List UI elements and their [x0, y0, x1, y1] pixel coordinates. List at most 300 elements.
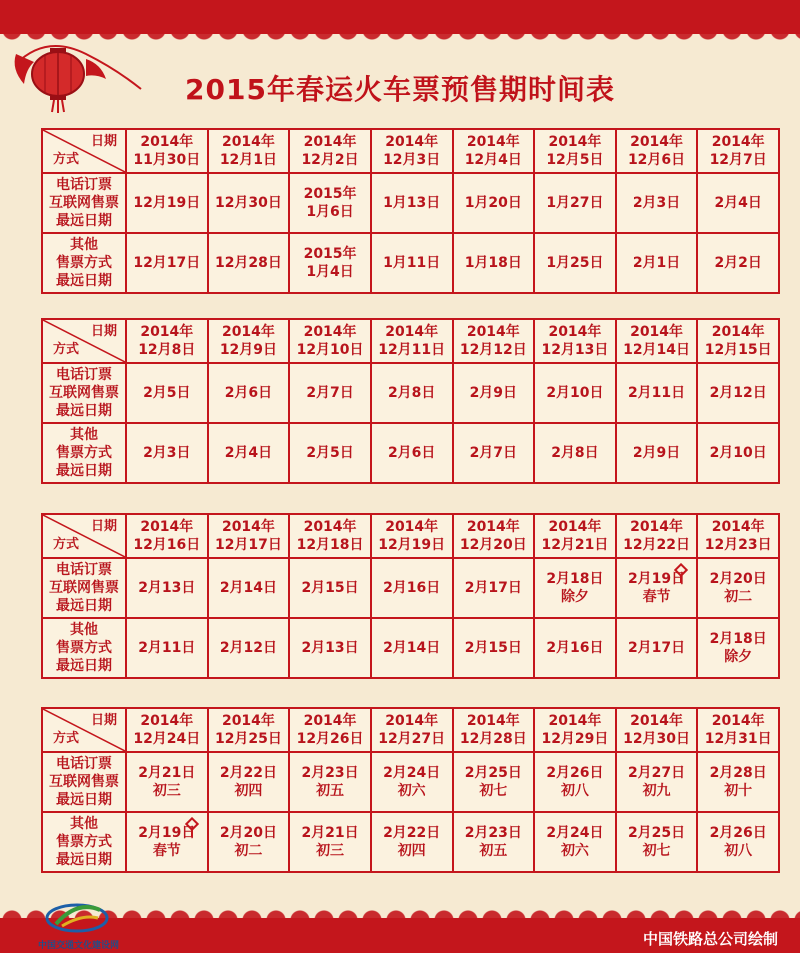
date-header-cell	[697, 514, 779, 558]
page-title: 2015年春运火车票预售期时间表	[185, 73, 615, 106]
date-text: 12月30日	[623, 731, 691, 747]
schedule-table	[41, 318, 780, 484]
date-text: 2014年	[548, 519, 602, 535]
date-text: 12月28日	[459, 731, 527, 747]
row-label-text: 最远日期	[56, 213, 112, 229]
sale-date-text: 2月14日	[219, 580, 278, 596]
logo-text: 中国交通文化建设网	[38, 941, 120, 951]
date-header-cell	[453, 708, 535, 752]
date-header-cell	[453, 514, 535, 558]
date-text: 12月7日	[709, 152, 767, 168]
date-text: 2014年	[630, 519, 684, 535]
date-text: 2014年	[548, 324, 602, 340]
row-label-text: 售票方式	[56, 255, 112, 271]
chinese-knot-icon	[185, 817, 199, 837]
sale-date-text: 初五	[316, 783, 345, 799]
sale-date-text: 2月25日	[627, 825, 686, 841]
sale-date-text: 2月17日	[627, 640, 686, 656]
sale-date-text: 2月13日	[301, 640, 359, 656]
date-header-cell	[371, 708, 453, 752]
date-text: 2014年	[221, 134, 275, 150]
sale-date-cell	[534, 752, 616, 812]
date-text: 2014年	[385, 519, 439, 535]
sale-date-text: 2月4日	[714, 195, 762, 211]
sale-date-text: 2月12日	[219, 640, 278, 656]
sale-date-text: 初二	[724, 589, 753, 605]
row-label-text: 互联网售票	[49, 580, 119, 596]
row-label-text: 电话订票	[56, 562, 112, 578]
sale-date-text: 2月3日	[632, 195, 681, 211]
date-text: 2014年	[630, 134, 684, 150]
sale-date-text: 1月6日	[306, 204, 354, 220]
sale-date-text: 2月22日	[383, 825, 441, 841]
date-header-cell	[371, 514, 453, 558]
date-text: 2014年	[385, 324, 439, 340]
sale-date-cell	[697, 233, 779, 293]
sale-date-text: 2月21日	[138, 765, 196, 781]
date-text: 12月23日	[704, 537, 772, 553]
row-label-cell	[42, 618, 126, 678]
sale-date-text: 初五	[479, 843, 508, 859]
sale-date-cell	[289, 752, 371, 812]
date-text: 12月29日	[541, 731, 609, 747]
date-text: 12月9日	[219, 342, 278, 358]
sale-date-text: 12月28日	[214, 255, 282, 271]
sale-date-cell	[126, 618, 208, 678]
phone-internet-row	[42, 173, 779, 233]
schedule-table	[41, 707, 780, 873]
date-text: 12月5日	[546, 152, 604, 168]
sale-date-text: 初三	[152, 783, 181, 799]
date-header-cell	[208, 129, 290, 173]
sale-date-text: 2月16日	[546, 640, 604, 656]
row-label-text: 售票方式	[56, 834, 112, 850]
date-header-cell	[616, 514, 698, 558]
sale-date-text: 初十	[724, 783, 753, 799]
date-text: 12月11日	[378, 342, 446, 358]
sale-date-cell	[371, 233, 453, 293]
row-label-text: 电话订票	[56, 177, 112, 193]
corner-date-label: 日期	[90, 519, 117, 534]
sale-date-text: 2月9日	[469, 385, 518, 401]
corner-mode-label: 方式	[53, 537, 80, 552]
sale-date-text: 2月10日	[709, 445, 767, 461]
sale-date-text: 2月17日	[464, 580, 522, 596]
date-text: 12月12日	[459, 342, 527, 358]
date-text: 2014年	[548, 134, 602, 150]
sale-date-cell	[371, 752, 453, 812]
sale-date-cell	[453, 558, 535, 618]
sale-date-text: 春节	[152, 843, 181, 859]
date-text: 12月25日	[214, 731, 282, 747]
date-text: 12月15日	[704, 342, 772, 358]
sale-date-text: 2月26日	[546, 765, 604, 781]
other-methods-row	[42, 618, 779, 678]
sale-date-text: 2月28日	[709, 765, 767, 781]
sale-date-cell	[616, 173, 698, 233]
corner-cell	[42, 514, 126, 558]
sale-date-cell	[616, 423, 698, 483]
sale-date-cell	[208, 752, 290, 812]
sale-date-text: 2月19日	[627, 571, 686, 587]
sale-date-text: 2月6日	[224, 385, 273, 401]
date-text: 12月27日	[378, 731, 446, 747]
chinese-knot-icon	[674, 563, 688, 583]
date-header-row	[42, 319, 779, 363]
date-header-cell	[289, 319, 371, 363]
sale-date-text: 2月6日	[387, 445, 436, 461]
date-header-row	[42, 708, 779, 752]
date-header-cell	[534, 129, 616, 173]
sale-date-cell	[371, 618, 453, 678]
sale-date-text: 初九	[642, 783, 671, 799]
sale-date-cell	[289, 812, 371, 872]
sale-date-text: 初八	[724, 843, 753, 859]
date-text: 12月16日	[133, 537, 201, 553]
date-header-cell	[697, 708, 779, 752]
date-header-cell	[289, 129, 371, 173]
date-text: 12月19日	[378, 537, 446, 553]
row-label-text: 售票方式	[56, 640, 112, 656]
date-header-cell	[126, 708, 208, 752]
sale-date-text: 2月4日	[224, 445, 273, 461]
sale-date-text: 1月11日	[383, 255, 441, 271]
sale-date-cell	[616, 363, 698, 423]
sale-date-cell	[126, 233, 208, 293]
corner-cell	[42, 129, 126, 173]
row-label-cell	[42, 233, 126, 293]
date-text: 11月30日	[133, 152, 201, 168]
sale-date-text: 2月15日	[301, 580, 359, 596]
sale-date-cell	[534, 812, 616, 872]
sale-date-text: 2月27日	[627, 765, 686, 781]
sale-date-cell	[208, 423, 290, 483]
sale-date-text: 2月2日	[714, 255, 762, 271]
date-header-cell	[534, 319, 616, 363]
date-text: 12月18日	[296, 537, 364, 553]
date-header-cell	[534, 514, 616, 558]
sale-date-cell	[126, 363, 208, 423]
sale-date-text: 2月7日	[469, 445, 518, 461]
date-header-cell	[126, 129, 208, 173]
sale-date-cell	[453, 812, 535, 872]
row-label-text: 互联网售票	[49, 195, 119, 211]
date-text: 2014年	[711, 713, 765, 729]
sale-date-text: 2月16日	[383, 580, 441, 596]
sale-date-cell	[453, 752, 535, 812]
sale-date-cell	[453, 233, 535, 293]
row-label-text: 其他	[70, 237, 98, 253]
row-label-text: 最远日期	[56, 403, 112, 419]
date-text: 12月10日	[296, 342, 364, 358]
date-header-cell	[208, 319, 290, 363]
sale-date-text: 初七	[642, 843, 671, 859]
date-text: 2014年	[303, 519, 357, 535]
sale-date-cell	[534, 558, 616, 618]
date-text: 2014年	[466, 713, 520, 729]
sale-date-text: 2月12日	[709, 385, 767, 401]
date-text: 2014年	[221, 713, 275, 729]
date-text: 12月31日	[704, 731, 772, 747]
date-text: 2014年	[385, 713, 439, 729]
sale-date-text: 2月10日	[546, 385, 604, 401]
sale-date-text: 2015年	[303, 186, 357, 202]
sale-date-cell	[534, 363, 616, 423]
date-header-cell	[453, 319, 535, 363]
date-header-cell	[371, 129, 453, 173]
corner-date-label: 日期	[90, 134, 117, 149]
date-text: 12月4日	[464, 152, 522, 168]
sale-date-cell	[453, 423, 535, 483]
sale-date-cell	[616, 812, 698, 872]
sale-date-text: 2月18日	[709, 631, 767, 647]
row-label-cell	[42, 558, 126, 618]
sale-date-cell	[697, 558, 779, 618]
date-text: 12月3日	[383, 152, 441, 168]
row-label-text: 最远日期	[56, 273, 112, 289]
sale-date-cell	[616, 558, 698, 618]
sale-date-cell	[126, 752, 208, 812]
sale-date-cell	[534, 233, 616, 293]
date-text: 2014年	[303, 324, 357, 340]
sale-date-text: 2月5日	[306, 445, 354, 461]
sale-date-text: 初二	[234, 843, 263, 859]
date-text: 12月26日	[296, 731, 364, 747]
sale-date-cell	[126, 812, 208, 872]
sale-date-cell	[371, 812, 453, 872]
date-text: 12月2日	[301, 152, 359, 168]
bottom-papercut-border	[0, 896, 800, 920]
date-text: 2014年	[303, 713, 357, 729]
date-header-cell	[208, 708, 290, 752]
date-text: 2014年	[630, 713, 684, 729]
date-text: 2014年	[140, 519, 194, 535]
sale-date-text: 1月4日	[306, 264, 354, 280]
corner-mode-label: 方式	[53, 152, 80, 167]
sale-date-cell	[697, 752, 779, 812]
date-text: 12月24日	[133, 731, 201, 747]
sale-date-text: 初四	[234, 783, 263, 799]
row-label-text: 其他	[70, 427, 98, 443]
sale-date-cell	[208, 618, 290, 678]
row-label-text: 互联网售票	[49, 774, 119, 790]
schedule-table	[41, 513, 780, 679]
sale-date-text: 2月20日	[709, 571, 767, 587]
sale-date-cell	[453, 173, 535, 233]
sale-date-text: 初六	[560, 843, 589, 859]
sale-date-cell	[534, 423, 616, 483]
date-text: 2014年	[140, 324, 194, 340]
schedule-table	[41, 128, 780, 294]
corner-date-label: 日期	[90, 324, 117, 339]
sale-date-text: 2月1日	[632, 255, 681, 271]
sale-date-text: 1月13日	[383, 195, 441, 211]
sale-date-text: 1月25日	[546, 255, 604, 271]
date-text: 12月17日	[214, 537, 282, 553]
date-header-cell	[616, 129, 698, 173]
date-text: 2014年	[303, 134, 357, 150]
date-text: 2014年	[140, 134, 194, 150]
row-label-cell	[42, 173, 126, 233]
sale-date-text: 2月19日	[138, 825, 196, 841]
phone-internet-row	[42, 363, 779, 423]
corner-date-label: 日期	[90, 713, 117, 728]
sale-date-text: 春节	[642, 589, 671, 605]
sale-date-text: 2月23日	[301, 765, 359, 781]
sale-date-text: 除夕	[724, 649, 753, 665]
other-methods-row	[42, 812, 779, 872]
sale-date-text: 2月13日	[138, 580, 196, 596]
sale-date-cell	[371, 558, 453, 618]
date-text: 2014年	[711, 519, 765, 535]
sale-date-text: 12月17日	[133, 255, 201, 271]
row-label-text: 售票方式	[56, 445, 112, 461]
sale-date-text: 2月11日	[627, 385, 686, 401]
sale-date-cell	[126, 423, 208, 483]
corner-cell	[42, 319, 126, 363]
row-label-text: 最远日期	[56, 598, 112, 614]
date-header-row	[42, 129, 779, 173]
row-label-text: 其他	[70, 622, 98, 638]
credit-text: 中国铁路总公司绘制	[642, 930, 778, 948]
sale-date-cell	[697, 363, 779, 423]
other-methods-row	[42, 233, 779, 293]
date-header-cell	[453, 129, 535, 173]
sale-date-text: 2月21日	[301, 825, 359, 841]
sale-date-text: 2月3日	[143, 445, 191, 461]
logo-icon	[42, 896, 112, 936]
sale-date-text: 12月30日	[214, 195, 282, 211]
sale-date-cell	[616, 752, 698, 812]
date-header-cell	[289, 514, 371, 558]
sale-date-text: 2月14日	[383, 640, 441, 656]
sale-date-text: 1月27日	[546, 195, 604, 211]
sale-date-text: 2月22日	[219, 765, 278, 781]
sale-date-cell	[208, 233, 290, 293]
sale-date-cell	[534, 618, 616, 678]
sale-date-text: 2月24日	[546, 825, 604, 841]
row-label-cell	[42, 363, 126, 423]
sale-date-text: 2月26日	[709, 825, 767, 841]
date-text: 2014年	[711, 134, 765, 150]
row-label-cell	[42, 812, 126, 872]
date-header-cell	[534, 708, 616, 752]
date-text: 2014年	[385, 134, 439, 150]
sale-date-text: 2月15日	[464, 640, 522, 656]
sale-date-text: 1月20日	[464, 195, 522, 211]
sale-date-cell	[616, 618, 698, 678]
sale-date-cell	[126, 173, 208, 233]
sale-date-text: 12月19日	[133, 195, 201, 211]
date-text: 2014年	[221, 519, 275, 535]
date-text: 12月6日	[627, 152, 686, 168]
date-text: 12月8日	[138, 342, 196, 358]
sale-date-text: 2月8日	[387, 385, 436, 401]
date-text: 12月21日	[541, 537, 609, 553]
row-label-text: 电话订票	[56, 367, 112, 383]
date-header-cell	[616, 708, 698, 752]
sale-date-cell	[453, 618, 535, 678]
date-text: 12月22日	[623, 537, 691, 553]
sale-date-text: 2月25日	[464, 765, 522, 781]
row-label-cell	[42, 423, 126, 483]
sale-date-cell	[697, 423, 779, 483]
row-label-text: 其他	[70, 816, 98, 832]
sale-date-cell	[371, 363, 453, 423]
sale-date-cell	[534, 173, 616, 233]
date-text: 2014年	[630, 324, 684, 340]
sale-date-text: 2015年	[303, 246, 357, 262]
sale-date-cell	[208, 558, 290, 618]
sale-date-cell	[289, 233, 371, 293]
sale-date-text: 2月5日	[143, 385, 191, 401]
date-text: 12月14日	[623, 342, 691, 358]
sale-date-text: 2月9日	[632, 445, 681, 461]
phone-internet-row	[42, 752, 779, 812]
sale-date-cell	[126, 558, 208, 618]
sale-date-cell	[697, 812, 779, 872]
date-text: 2014年	[466, 519, 520, 535]
date-header-cell	[616, 319, 698, 363]
sale-date-text: 初六	[397, 783, 426, 799]
date-header-cell	[289, 708, 371, 752]
sale-date-cell	[453, 363, 535, 423]
corner-cell	[42, 708, 126, 752]
sale-date-text: 初八	[560, 783, 589, 799]
sale-date-text: 1月18日	[464, 255, 522, 271]
sale-date-text: 初七	[479, 783, 508, 799]
sale-date-cell	[697, 173, 779, 233]
sale-date-cell	[289, 363, 371, 423]
date-header-cell	[126, 514, 208, 558]
date-header-cell	[697, 319, 779, 363]
sale-date-text: 2月11日	[138, 640, 196, 656]
phone-internet-row	[42, 558, 779, 618]
sale-date-cell	[208, 173, 290, 233]
date-text: 12月20日	[459, 537, 527, 553]
sale-date-text: 除夕	[560, 589, 589, 605]
corner-mode-label: 方式	[53, 731, 80, 746]
row-label-text: 最远日期	[56, 658, 112, 674]
date-header-cell	[126, 319, 208, 363]
row-label-cell	[42, 752, 126, 812]
sale-date-text: 2月8日	[551, 445, 599, 461]
sale-date-cell	[371, 173, 453, 233]
sale-date-cell	[616, 233, 698, 293]
sale-date-cell	[289, 558, 371, 618]
sale-date-text: 2月20日	[219, 825, 278, 841]
sale-date-text: 初三	[316, 843, 345, 859]
date-header-cell	[371, 319, 453, 363]
sale-date-text: 2月18日	[546, 571, 604, 587]
row-label-text: 最远日期	[56, 463, 112, 479]
sale-date-text: 初四	[397, 843, 426, 859]
sale-date-text: 2月7日	[306, 385, 354, 401]
date-header-cell	[208, 514, 290, 558]
corner-mode-label: 方式	[53, 342, 80, 357]
sale-date-cell	[208, 363, 290, 423]
date-text: 2014年	[221, 324, 275, 340]
date-text: 12月13日	[541, 342, 609, 358]
sale-date-cell	[371, 423, 453, 483]
sale-date-cell	[208, 812, 290, 872]
date-text: 2014年	[466, 324, 520, 340]
row-label-text: 最远日期	[56, 852, 112, 868]
date-text: 12月1日	[219, 152, 278, 168]
date-text: 2014年	[711, 324, 765, 340]
sale-date-cell	[289, 423, 371, 483]
date-text: 2014年	[466, 134, 520, 150]
